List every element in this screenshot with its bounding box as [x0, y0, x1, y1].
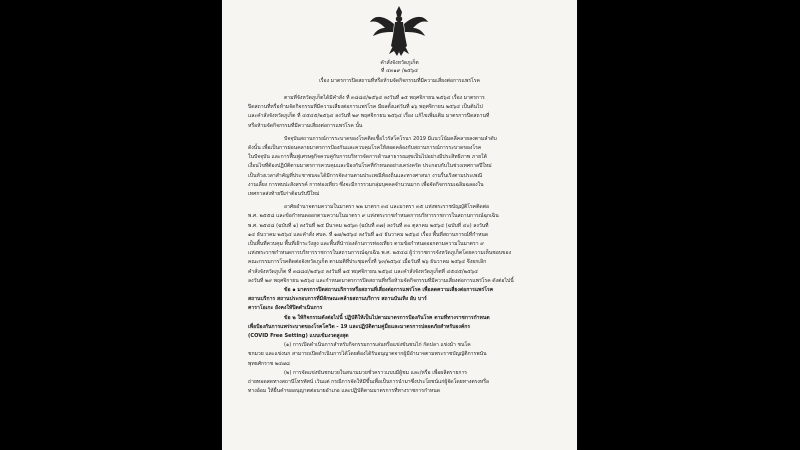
body-line: ลงวันที่ ๒๙ พฤศจิกายน ๒๕๖๔ และกำหนดมาตรการปิดสถานที่หรือห้ามจัดกิจกรรมที่มีความเสี่ยงต่อการแพร่โรค ดังต่อไปนี้: [248, 277, 514, 284]
body-line: เพื่อป้องกันการแพร่ระบาดของโรคโควิด - 19 และปฏิบัติตามคู่มือและมาตรการปลอดภัยสำหรับองค์กร: [248, 323, 471, 330]
order-title: คำสั่งจังหวัดภูเก็ต: [380, 60, 419, 66]
document-page: [222, 0, 577, 450]
body-line: ข้อ ๑ มาตรการปิดสถานบริการหรือสถานที่เสี่ยงต่อการแพร่โรค เพื่อลดความเสี่ยงต่อการแพร่โรค: [284, 287, 494, 293]
body-line: ตามที่จังหวัดภูเก็ตได้มีคำสั่ง ที่ ๓๘๘๔/๒๕๖๔ ลงวันที่ ๑๕ พฤศจิกายน ๒๕๖๔ เรื่อง มาตรการ: [284, 95, 485, 101]
body-line: เป็นห้วงเวลาสำคัญที่ประชาชนจะได้มีการจัดงานตามประเพณีท้องถิ่นและทางศาสนา งานรื่นเริงตามประเพณี: [248, 172, 483, 179]
body-line: ในปัจจุบัน และการฟื้นฟูเศรษฐกิจควบคู่กับการบริหารจัดการด้านสาธารณสุขเป็นไปอย่างมีประสิทธิภาพ ภายใต้: [248, 154, 487, 161]
body-line: เงื่อนไขที่ต้องปฏิบัติตามมาตรการควบคุมและป้องกันโรคที่กำหนดอย่างเคร่งครัด ประกอบกับในช่วงเทศกาลปีใหม่: [248, 163, 492, 170]
body-line: และคำสั่งจังหวัดภูเก็ต ที่ ๔๕๔๕/๒๕๖๔ ลงวันที่ ๒๙ พฤศจิกายน ๒๕๖๔ เรื่อง แก้ไขเพิ่มเติม มาตรการปิดสถานที่: [248, 113, 490, 120]
body-line: ข้อ ๒ ให้กิจกรรมดังต่อไปนี้ ปฏิบัติให้เป็นไปตามมาตรการป้องกันโรค ตามที่ทางราชการกำหนด: [284, 314, 490, 321]
body-line: หรือห้ามจัดกิจกรรมที่มีความเสี่ยงต่อการแพร่โรค นั้น: [248, 122, 363, 129]
body-line: (๑) การเปิดดำเนินการสำหรับกิจกรรมการเล่นหรือแข่งขันชนไก่ กัดปลา แข่งม้า ชนโค: [284, 342, 471, 349]
body-line: พ.ศ. ๒๕๕๘ และข้อกำหนดออกตามความในมาตรา ๙ แห่งพระราชกำหนดการบริหารราชการในสถานการณ์ฉุกเฉิน: [248, 213, 499, 220]
body-line: แห่งพระราชกำหนดการบริหารราชการในสถานการณ์ฉุกเฉิน พ.ศ. ๒๕๔๘ ผู้ว่าราชการจังหวัดภูเก็ตโดยความเห็นชอบของ: [248, 250, 512, 257]
body-line: ถ่ายทอดสดทางสถานีโทรทัศน์ เว้นแต่ กรณีการจัดให้มีขึ้นเพื่อเป็นการนำมาซึ่งประโยชน์แก่ผู้จัดโดยทางตรงหรือ: [248, 379, 490, 385]
body-line: (๒) การจัดแข่งขันชกมวยในสนามมวยชั่วคราวแบบมีผู้ชม และ/หรือ เพื่อผลิตรายการ: [284, 369, 468, 376]
body-line: ๑๔ ธันวาคม ๒๕๖๔ และคำสั่ง ศบค. ที่ ๑๗/๒๕๖๔ ลงวันที่ ๑๔ ธันวาคม ๒๕๖๔ เรื่อง พื้นที่สถานการณ์ที่กำหนด: [248, 231, 489, 238]
body-line: พ.ศ. ๒๕๔๘ (ฉบับที่ ๑) ลงวันที่ ๒๕ มีนาคม ๒๕๖๓ (ฉบับที่ ๓๗) ลงวันที่ ๓๐ ตุลาคม ๒๕๖๔ (ฉบับที่ ๔๐) ลงวันที่: [248, 222, 489, 229]
body-line: ปัจจุบันสถานการณ์การระบาดของโรคติดเชื้อไวรัสโคโรนา 2019 มีแนวโน้มคลี่คลายลงตามลำดับ: [284, 135, 497, 142]
body-line: คาราโอเกะ ยังคงให้ปิดดำเนินการ: [248, 305, 323, 312]
body-line: เทศกาลส่งท้ายปีเก่าต้อนรับปีใหม่: [248, 191, 320, 197]
body-line: เป็นพื้นที่ควบคุม พื้นที่เฝ้าระวังสูง และพื้นที่นำร่องด้านการท่องเที่ยว ตามข้อกำหนดออกตามความในมาตรา ๙: [248, 241, 484, 247]
body-line: (COVID Free Setting) แบบเข้มงวดสูงสุด: [248, 333, 349, 339]
body-line: สถานบริการ สถานประกอบการที่มีลักษณะคล้ายสถานบริการ สถานบันเทิง ผับ บาร์: [248, 296, 427, 303]
body-line: คำสั่งจังหวัดภูเก็ต ที่ ๓๘๘๔/๒๕๖๔ ลงวันที่ ๑๕ พฤศจิกายน ๒๕๖๔ และคำสั่งจังหวัดภูเก็ตที่ ๔๕๔๕/๒๕๖๔: [248, 268, 478, 275]
body-line: อาศัยอำนาจตามความในมาตรา ๒๒ มาตรา ๓๔ และมาตรา ๓๕ แห่งพระราชบัญญัติโรคติดต่อ: [284, 204, 490, 211]
body-line: คณะกรรมการโรคติดต่อจังหวัดภูเก็ต ตามมติที่ประชุมครั้งที่ ๖๓/๒๕๖๔ เมื่อวันที่ ๒๖ ธันวาคม ๒๕๖๔ จึงยกเลิก: [248, 259, 487, 266]
body-line: ดังนั้น เพื่อเป็นการผ่อนคลายมาตรการป้องกันและควบคุมโรคให้สอดคล้องกับสถานการณ์การระบาดของโรค: [248, 145, 482, 151]
body-line: งานเลี้ยง การพบปะสังสรรค์ การท่องเที่ยว ซึ่งจะมีการรวมกลุ่มบุคคลจำนวนมาก เพื่อจัดกิจกรรมเฉลิมฉลองใน: [248, 181, 484, 188]
body-line: ทางอ้อม ให้ยื่นคำขออนุญาตต่อนายอำเภอ และปฏิบัติตามมาตรการที่ทางราชการกำหนด: [248, 388, 441, 395]
order-number: ที่ ๔๓๑๙ /๒๕๖๔: [381, 68, 418, 74]
body-line: ปิดสถานที่หรือห้ามจัดกิจกรรมที่มีความเสี่ยงต่อการแพร่โรค มีผลตั้งแต่วันที่ ๑๖ พฤศจิกายน ๒๕๖๔ เป็นต้นไป: [248, 104, 483, 111]
garuda-emblem-icon: [367, 2, 431, 58]
body-line: พุทธศักราช ๒๔๗๘: [248, 360, 290, 367]
body-line: ชกมวย และแข่งนก สามารถเปิดดำเนินการได้โดยต้องได้รับอนุญาตจากผู้มีอำนาจตามพระราชบัญญัติการพนัน: [248, 351, 487, 358]
order-subject: เรื่อง มาตรการปิดสถานที่หรือห้ามจัดกิจกรรมที่มีความเสี่ยงต่อการแพร่โรค: [319, 78, 480, 84]
